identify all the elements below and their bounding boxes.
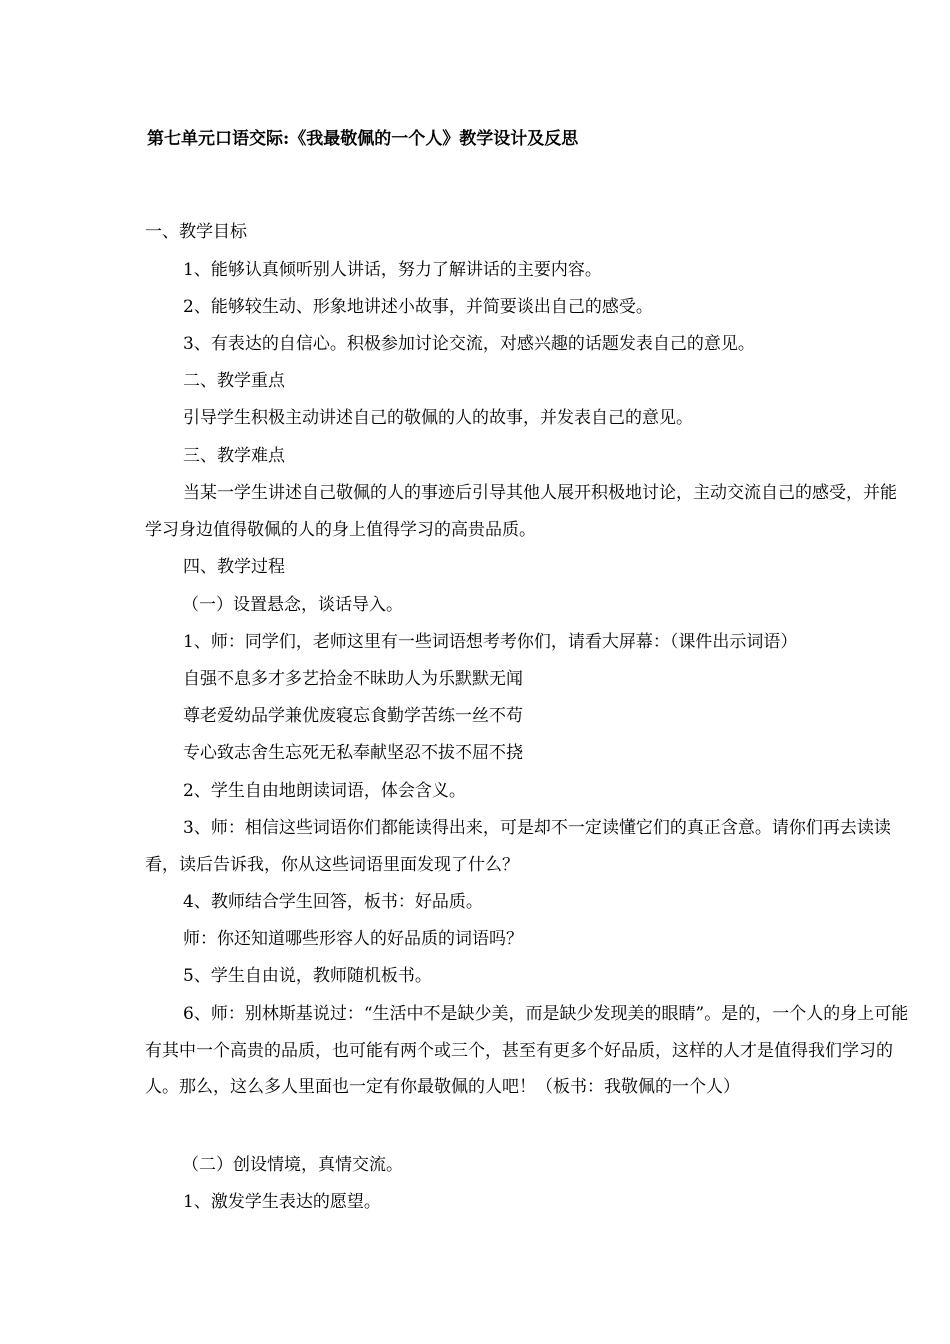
objective-item-2: 2、能够较生动、形象地讲述小故事，并简要谈出自己的感受。 (183, 297, 653, 317)
document-title: 第七单元口语交际:《我最敬佩的一个人》教学设计及反思 (147, 129, 579, 149)
word-list-line-2: 尊老爱幼品学兼优废寝忘食勤学苦练一丝不苟 (183, 706, 523, 726)
process-part2-item-1: 1、激发学生表达的愿望。 (183, 1192, 381, 1212)
process-part1-item-3: 3、师：相信这些词语你们都能读得出来，可是却不一定读懂它们的真正含意。请你们再去读读看，读后告诉我，你从这些词语里面发现了什么？ (145, 818, 891, 875)
word-list-line-1: 自强不息多才多艺拾金不昧助人为乐默默无闻 (183, 669, 523, 689)
section-heading-objectives: 一、教学目标 (145, 222, 247, 242)
section-heading-difficulties: 三、教学难点 (183, 446, 285, 466)
process-part1-item-5: 5、学生自由说，教师随机板书。 (183, 966, 432, 986)
word-list-line-3: 专心致志舍生忘死无私奉献坚忍不拔不屈不挠 (183, 743, 523, 763)
section-heading-key-points: 二、教学重点 (183, 371, 285, 391)
objective-item-3: 3、有表达的自信心。积极参加讨论交流，对感兴趣的话题发表自己的意见。 (183, 334, 755, 354)
objective-item-1: 1、能够认真倾听别人讲话，努力了解讲话的主要内容。 (183, 260, 602, 280)
process-part1-heading: （一）设置悬念，谈话导入。 (182, 595, 403, 615)
process-part1-item-2: 2、学生自由地朗读词语，体会含义。 (183, 781, 466, 801)
process-part1-item-1: 1、师：同学们，老师这里有一些词语想考考你们，请看大屏幕：（课件出示词语） (183, 632, 798, 652)
process-part2-heading: （二）创设情境，真情交流。 (182, 1155, 403, 1175)
process-part1-item-6: 6、师：别林斯基说过：“生活中不是缺少美，而是缺少发现美的眼睛”。是的，一个人的身上可能有其中一个高贵的品质，也可能有两个或三个，甚至有更多个好品质，这样的人才是值得我们学习的人。那么，这么多人里面也一定有你最敬佩的人吧！（板书：我敬佩的一个人） (145, 1004, 909, 1097)
key-points-text: 引导学生积极主动讲述自己的敬佩的人的故事，并发表自己的意见。 (183, 408, 693, 428)
process-part1-item-4: 4、教师结合学生回答，板书：好品质。 (183, 892, 483, 912)
process-part1-teacher-question: 师：你还知道哪些形容人的好品质的词语吗？ (183, 929, 523, 949)
section-heading-process: 四、教学过程 (183, 557, 285, 577)
difficulties-paragraph: 当某一学生讲述自己敬佩的人的事迹后引导其他人展开积极地讨论，主动交流自己的感受，并能学习身边值得敬佩的人的身上值得学习的高贵品质。 (145, 483, 897, 540)
